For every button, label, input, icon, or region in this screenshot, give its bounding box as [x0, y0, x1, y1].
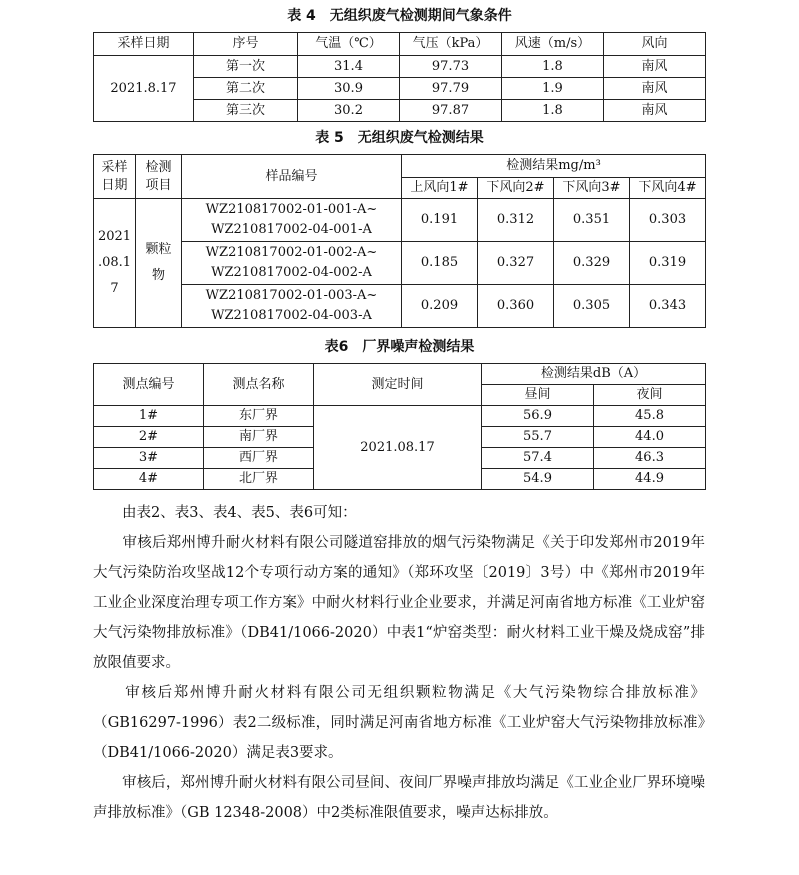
table6-caption: 表6 厂界噪声检测结果 [324, 339, 475, 355]
table5-header-sample: 样品编号 [182, 155, 402, 199]
table6-id: 1# [94, 406, 204, 427]
table5-value: 0.319 [630, 242, 706, 285]
table6-name: 西厂界 [204, 448, 314, 469]
table4-temp: 30.2 [298, 100, 400, 122]
table-row [94, 285, 706, 328]
table5-value: 0.191 [402, 199, 478, 242]
table5-value: 0.327 [478, 242, 554, 285]
table4-header: 气温（℃） [298, 33, 400, 56]
table5-value: 0.360 [478, 285, 554, 328]
table5 [93, 154, 706, 328]
table5-subheader: 下风向2# [478, 178, 554, 199]
table6-subheader: 夜间 [594, 385, 706, 406]
item-line: 物 [151, 268, 165, 283]
table-row [94, 406, 706, 427]
table6-id: 4# [94, 469, 204, 490]
sample-line: WZ210817002-04-002-A [211, 265, 372, 280]
table5-value: 0.303 [630, 199, 706, 242]
table5-header-result: 检测结果mg/m³ [402, 155, 706, 178]
sample-line: WZ210817002-01-001-A~ [205, 202, 378, 217]
table5-sample [182, 199, 402, 242]
sample-line: WZ210817002-04-003-A [211, 308, 372, 323]
table5-header-date [94, 155, 136, 199]
table5-value: 0.329 [554, 242, 630, 285]
table6-header: 测点名称 [204, 364, 314, 406]
table4-seq: 第三次 [194, 100, 298, 122]
table5-header-row [94, 155, 706, 178]
table5-date [94, 199, 136, 328]
table6-day: 57.4 [482, 448, 594, 469]
paragraph-particulate: 审核后郑州博升耐火材料有限公司无组织颗粒物满足《大气污染物综合排放标准》（GB16297-1996）表2二级标准，同时满足河南省地方标准《工业炉窑大气污染物排放标准》（DB41/1066-2020）满足表3要求。 [93, 685, 705, 761]
table4-header: 风向 [604, 33, 706, 56]
table6-header-row [94, 364, 706, 385]
table5-sample [182, 242, 402, 285]
table4-date: 2021.8.17 [94, 56, 194, 122]
table-row [94, 56, 706, 78]
table6-night: 44.0 [594, 427, 706, 448]
date-line: 7 [110, 281, 119, 296]
paragraph-flue-gas: 审核后郑州博升耐火材料有限公司隧道窑排放的烟气污染物满足《关于印发郑州市2019年大气污染防治攻坚战12个专项行动方案的通知》（郑环攻坚〔2019〕3号）中《郑州市2019年工业企业深度治理专项工作方案》中耐火材料行业企业要求，并满足河南省地方标准《工业炉窑大气污染物排放标准》（DB41/1066-2020）中表1“炉窑类型：耐火材料工业干燥及烧成窑”排放限值要求。 [93, 535, 705, 671]
sample-line: WZ210817002-04-001-A [211, 222, 372, 237]
date-line: 2021 [97, 229, 132, 244]
header-line: 采样 [101, 159, 128, 175]
table4-dir: 南风 [604, 78, 706, 100]
table6-header: 测定时间 [314, 364, 482, 406]
table4-header: 序号 [194, 33, 298, 56]
table6-header-result: 检测结果dB（A） [482, 364, 706, 385]
table4 [93, 32, 706, 122]
table6-subheader: 昼间 [482, 385, 594, 406]
header-line: 检测 [145, 159, 172, 175]
body-text [93, 498, 705, 828]
table4-header: 风速（m/s） [502, 33, 604, 56]
table5-value: 0.351 [554, 199, 630, 242]
table4-header: 气压（kPa） [400, 33, 502, 56]
table4-pressure: 97.79 [400, 78, 502, 100]
table6-header: 测点编号 [94, 364, 204, 406]
table4-dir: 南风 [604, 100, 706, 122]
sample-line: WZ210817002-01-003-A~ [205, 288, 378, 303]
table6-id: 3# [94, 448, 204, 469]
table6-night: 45.8 [594, 406, 706, 427]
table4-pressure: 97.73 [400, 56, 502, 78]
header-line: 日期 [101, 177, 128, 193]
table6-time: 2021.08.17 [314, 406, 482, 490]
table4-temp: 30.9 [298, 78, 400, 100]
table4-temp: 31.4 [298, 56, 400, 78]
paragraph-noise: 审核后，郑州博升耐火材料有限公司昼间、夜间厂界噪声排放均满足《工业企业厂界环境噪声排放标准》（GB 12348-2008）中2类标准限值要求，噪声达标排放。 [93, 775, 705, 821]
table5-header-item [136, 155, 182, 199]
table4-header: 采样日期 [94, 33, 194, 56]
table4-speed: 1.8 [502, 56, 604, 78]
table5-subheader: 下风向3# [554, 178, 630, 199]
table-row [94, 242, 706, 285]
table4-pressure: 97.87 [400, 100, 502, 122]
table5-subheader: 下风向4# [630, 178, 706, 199]
table4-speed: 1.9 [502, 78, 604, 100]
table5-value: 0.343 [630, 285, 706, 328]
table6-day: 55.7 [482, 427, 594, 448]
table6-night: 46.3 [594, 448, 706, 469]
table6-day: 54.9 [482, 469, 594, 490]
table5-caption: 表 5 无组织废气检测结果 [315, 130, 484, 146]
sample-line: WZ210817002-01-002-A~ [205, 245, 378, 260]
table4-speed: 1.8 [502, 100, 604, 122]
item-line: 颗粒 [145, 242, 172, 257]
table4-seq: 第一次 [194, 56, 298, 78]
table6-id: 2# [94, 427, 204, 448]
table6-night: 44.9 [594, 469, 706, 490]
table5-subheader: 上风向1# [402, 178, 478, 199]
header-line: 项目 [145, 177, 172, 193]
table5-value: 0.305 [554, 285, 630, 328]
table4-caption: 表 4 无组织废气检测期间气象条件 [287, 8, 512, 24]
table4-header-row [94, 33, 706, 56]
table6-name: 东厂界 [204, 406, 314, 427]
table5-value: 0.312 [478, 199, 554, 242]
table5-item [136, 199, 182, 328]
paragraph-summary: 由表2、表3、表4、表5、表6可知： [93, 505, 357, 521]
date-line: .08.1 [97, 255, 132, 270]
table4-seq: 第二次 [194, 78, 298, 100]
table4-dir: 南风 [604, 56, 706, 78]
table5-value: 0.209 [402, 285, 478, 328]
table5-value: 0.185 [402, 242, 478, 285]
table6 [93, 363, 706, 490]
table5-sample [182, 285, 402, 328]
table6-day: 56.9 [482, 406, 594, 427]
table6-name: 南厂界 [204, 427, 314, 448]
table-row [94, 199, 706, 242]
table6-name: 北厂界 [204, 469, 314, 490]
